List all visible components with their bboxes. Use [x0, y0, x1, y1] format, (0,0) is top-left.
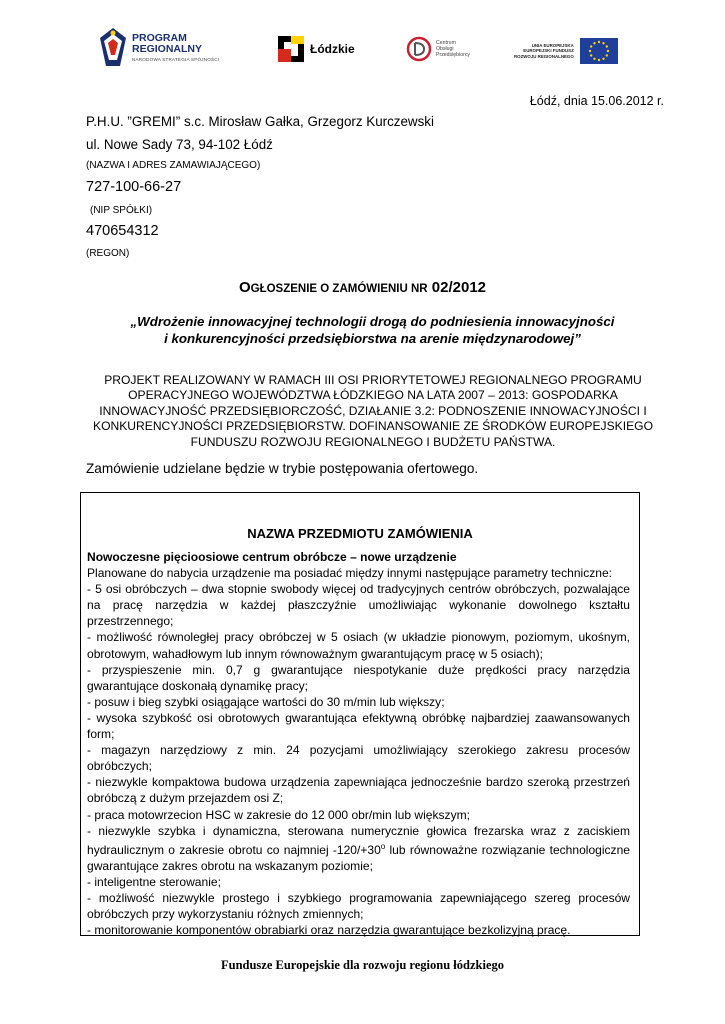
project-line4: KONKURENCYJNOŚCI PRZEDSIĘBIORSTW. DOFINANSOWANIE ZE ŚRODKÓW EUROPEJSKIEGO [93, 419, 653, 434]
list-item: - praca motowrzecion HSC w zakresie do 12 000 obr/min lub większym; [87, 807, 470, 822]
project-line1: PROJEKT REALIZOWANY W RAMACH III OSI PRIORYTETOWEJ REGIONALNEGO PROGRAMU [104, 373, 642, 387]
eu-logo [514, 38, 618, 64]
hydraulic-text-a: - niezwykle szybka i dynamiczna, sterowana numerycznie głowica frezarska wraz z zaciskiem hydraulicznym o zakresie obrotu co najmniej -120/+30 [87, 823, 630, 857]
cop-logo [406, 36, 470, 62]
cop-line3: Przedsiębiorcy [436, 52, 471, 58]
project-line5: FUNDUSZU ROZWOJU REGIONALNEGO I BUDŻETU PAŃSTWA. [190, 434, 556, 449]
title-first-letter: O [238, 279, 251, 296]
program-regionalny-logo [100, 28, 219, 66]
cop-line2: Obsługi [436, 46, 454, 52]
procedure-mode: Zamówienie udzielane będzie w trybie postępowania ofertowego. [86, 461, 479, 476]
eu-line1: UNIA EUROPEJSKA [531, 42, 574, 48]
eu-line3: ROZWOJU REGIONALNEGO [514, 53, 574, 59]
logo-bar [0, 22, 725, 74]
list-item: - 5 osi obróbczych – dwa stopnie swobody więcej od tradycyjnych centrów obróbczych, pozwalające na pracę narzędzia w każdej płaszczyźnie umożliwiając wykonanie dowolnego kształtu przestrzennego; [87, 582, 630, 629]
hydraulic-text-b: lub równoważne rozwiązanie technologiczne gwarantujące zakres obrotu na wskazanym poziomie; [87, 842, 630, 873]
pr-line2: REGIONALNY [132, 42, 203, 55]
list-item: - możliwość niezwykle prostego i szybkiego programowania zapewniającego szereg procesów obróbczych przy wykorzystaniu różnych zmiennych; [87, 890, 630, 922]
list-item: - monitorowanie komponentów obrabiarki oraz narzędzia gwarantujące bezkolizyjną pracę. [87, 923, 571, 938]
box-lead: Nowoczesne pięcioosiowe centrum obróbcze – nowe urządzenie [87, 550, 457, 564]
eu-flag-icon [580, 38, 618, 64]
project-line3: INNOWACYJNOŚĆ PRZEDSIĘBIORCZOŚĆ, DZIAŁANIE 3.2: PODNOSZENIE INNOWACYJNOŚCI I [99, 403, 647, 418]
cop-line1: Centrum [436, 40, 456, 46]
list-item: - przyspieszenie min. 0,7 g gwarantujące niespotykanie duże prędkości pracy narzędzia gwarantujące doskonałą dynamikę pracy; [87, 662, 630, 693]
regon-number: 470654312 [86, 223, 159, 239]
title-small-caps: GŁOSZENIE O ZAMÓWIENIU NR [250, 283, 428, 295]
list-item: - możliwość równoległej pracy obróbczej w 5 osiach (w układzie pionowym, poziomym, ukośnym, obrotowym, wahadłowym lub innym równoważnym gwarantującym pracę w 5 osiach); [87, 630, 630, 661]
subtitle-line1: „Wdrożenie innowacyjnej technologii drogą do podniesienia innowacyjności [130, 314, 615, 329]
list-item: - posuw i bieg szybki osiągające wartości do 30 m/min lub większy; [87, 694, 445, 709]
lodzkie-emblem-icon [278, 36, 304, 62]
cop-emblem-icon [406, 36, 432, 62]
list-item-hydraulic [87, 823, 630, 874]
address-label: (NAZWA I ADRES ZAMAWIAJĄCEGO) [86, 160, 261, 171]
order-subject-box [80, 492, 640, 936]
company-address: ul. Nowe Sady 73, 94-102 Łódź [86, 137, 273, 152]
project-line2: OPERACYJNEGO WOJEWÓDZTWA ŁÓDZKIEGO NA LATA 2007 – 2013: GOSPODARKA [128, 388, 618, 403]
nip-number: 727-100-66-27 [86, 179, 182, 195]
box-body [87, 549, 630, 938]
project-description [83, 373, 663, 450]
eu-line2: EUROPEJSKI FUNDUSZ [523, 48, 574, 54]
list-item: - niezwykle kompaktowa budowa urządzenia zapewniająca jednocześnie bardzo szeroką przestrzeń obróbczą z dużym przejazdem osi Z; [87, 775, 630, 806]
lodzkie-logo [278, 36, 355, 62]
document-date: Łódź, dnia 15.06.2012 r. [529, 94, 664, 108]
lodzkie-text: Łódzkie [310, 42, 355, 56]
list-item: - magazyn narzędziowy z min. 24 pozycjami umożliwiający szerokiego zakresu procesów obróbczych; [87, 743, 630, 774]
box-title: NAZWA PRZEDMIOTU ZAMÓWIENIA [247, 526, 473, 541]
page-title [0, 279, 725, 296]
nip-label: (NIP SPÓŁKI) [90, 205, 153, 216]
subtitle-line2: i konkurencyjności przedsiębiorstwa na arenie międzynarodowej” [164, 331, 581, 346]
list-item: - wysoka szybkość osi obrotowych gwarantująca efektywną obróbkę najbardziej zaawansowanych form; [87, 710, 630, 742]
page-footer: Fundusze Europejskie dla rozwoju regionu łódzkiego [220, 958, 505, 972]
degree-sup: o [380, 841, 386, 851]
pr-line1: PROGRAM [132, 31, 187, 44]
list-item: - inteligentne sterowanie; [87, 874, 221, 889]
project-subtitle [80, 313, 665, 347]
program-regionalny-emblem-icon [100, 28, 126, 66]
company-name: P.H.U. ”GREMI” s.c. Mirosław Gałka, Grzegorz Kurczewski [86, 114, 434, 129]
regon-label: (REGON) [86, 248, 130, 259]
title-number: 02/2012 [427, 279, 487, 296]
box-intro: Planowane do nabycia urządzenie ma posiadać między innymi następujące parametry techniczne: [87, 566, 613, 581]
pr-sub: NARODOWA STRATEGIA SPÓJNOŚCI [132, 56, 220, 62]
